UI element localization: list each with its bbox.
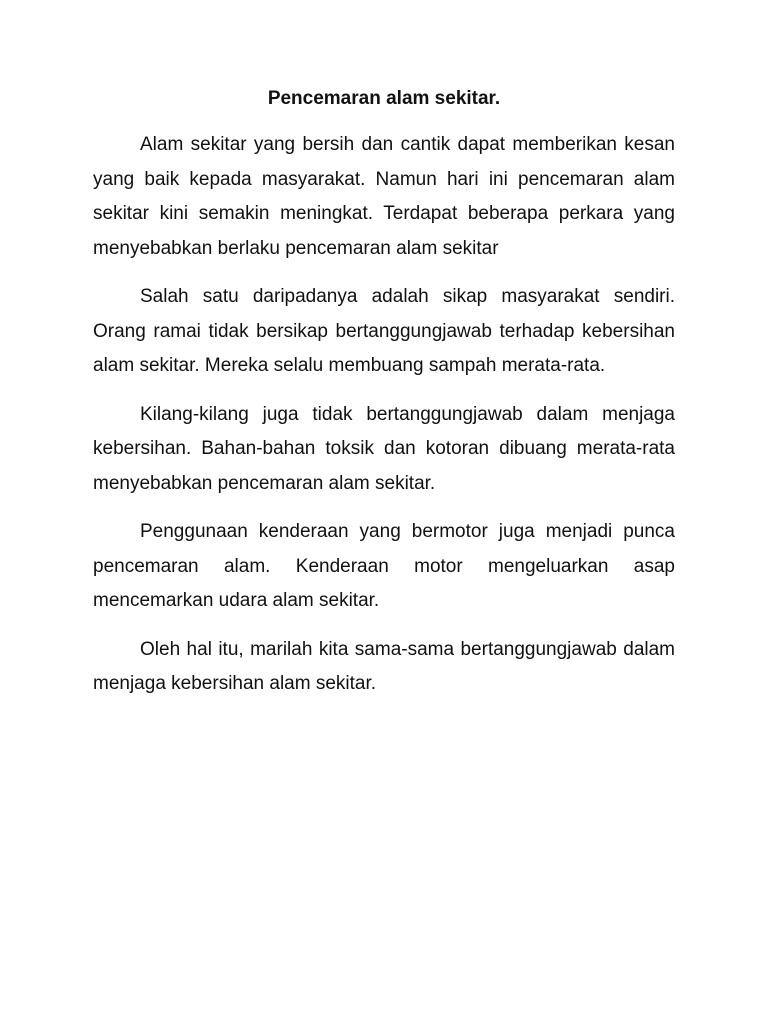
document-title: Pencemaran alam sekitar. [267,88,501,109]
paragraph-conclusion: Oleh hal itu, marilah kita sama-sama bertanggungjawab dalam menjaga kebersihan alam sekitar. [93,638,675,694]
paragraph-attitude: Salah satu daripadanya adalah sikap masyarakat sendiri. Orang ramai tidak bersikap bertanggungjawab terhadap kebersihan alam sekitar. Mereka selalu membuang sampah merata-rata. [93,286,675,376]
paragraph-intro: Alam sekitar yang bersih dan cantik dapat memberikan kesan yang baik kepada masyarakat. Namun hari ini pencemaran alam sekitar kini semakin meningkat. Terdapat beberapa perkara yang menyebabkan berlaku pencemaran alam sekitar [93,134,675,259]
paragraph-factories: Kilang-kilang juga tidak bertanggungjawab dalam menjaga kebersihan. Bahan-bahan toksik dan kotoran dibuang merata-rata menyebabkan pencemaran alam sekitar. [93,403,675,494]
paragraph-vehicles: Penggunaan kenderaan yang bermotor juga menjadi punca pencemaran alam. Kenderaan motor mengeluarkan asap mencemarkan udara alam sekitar. [93,521,675,611]
